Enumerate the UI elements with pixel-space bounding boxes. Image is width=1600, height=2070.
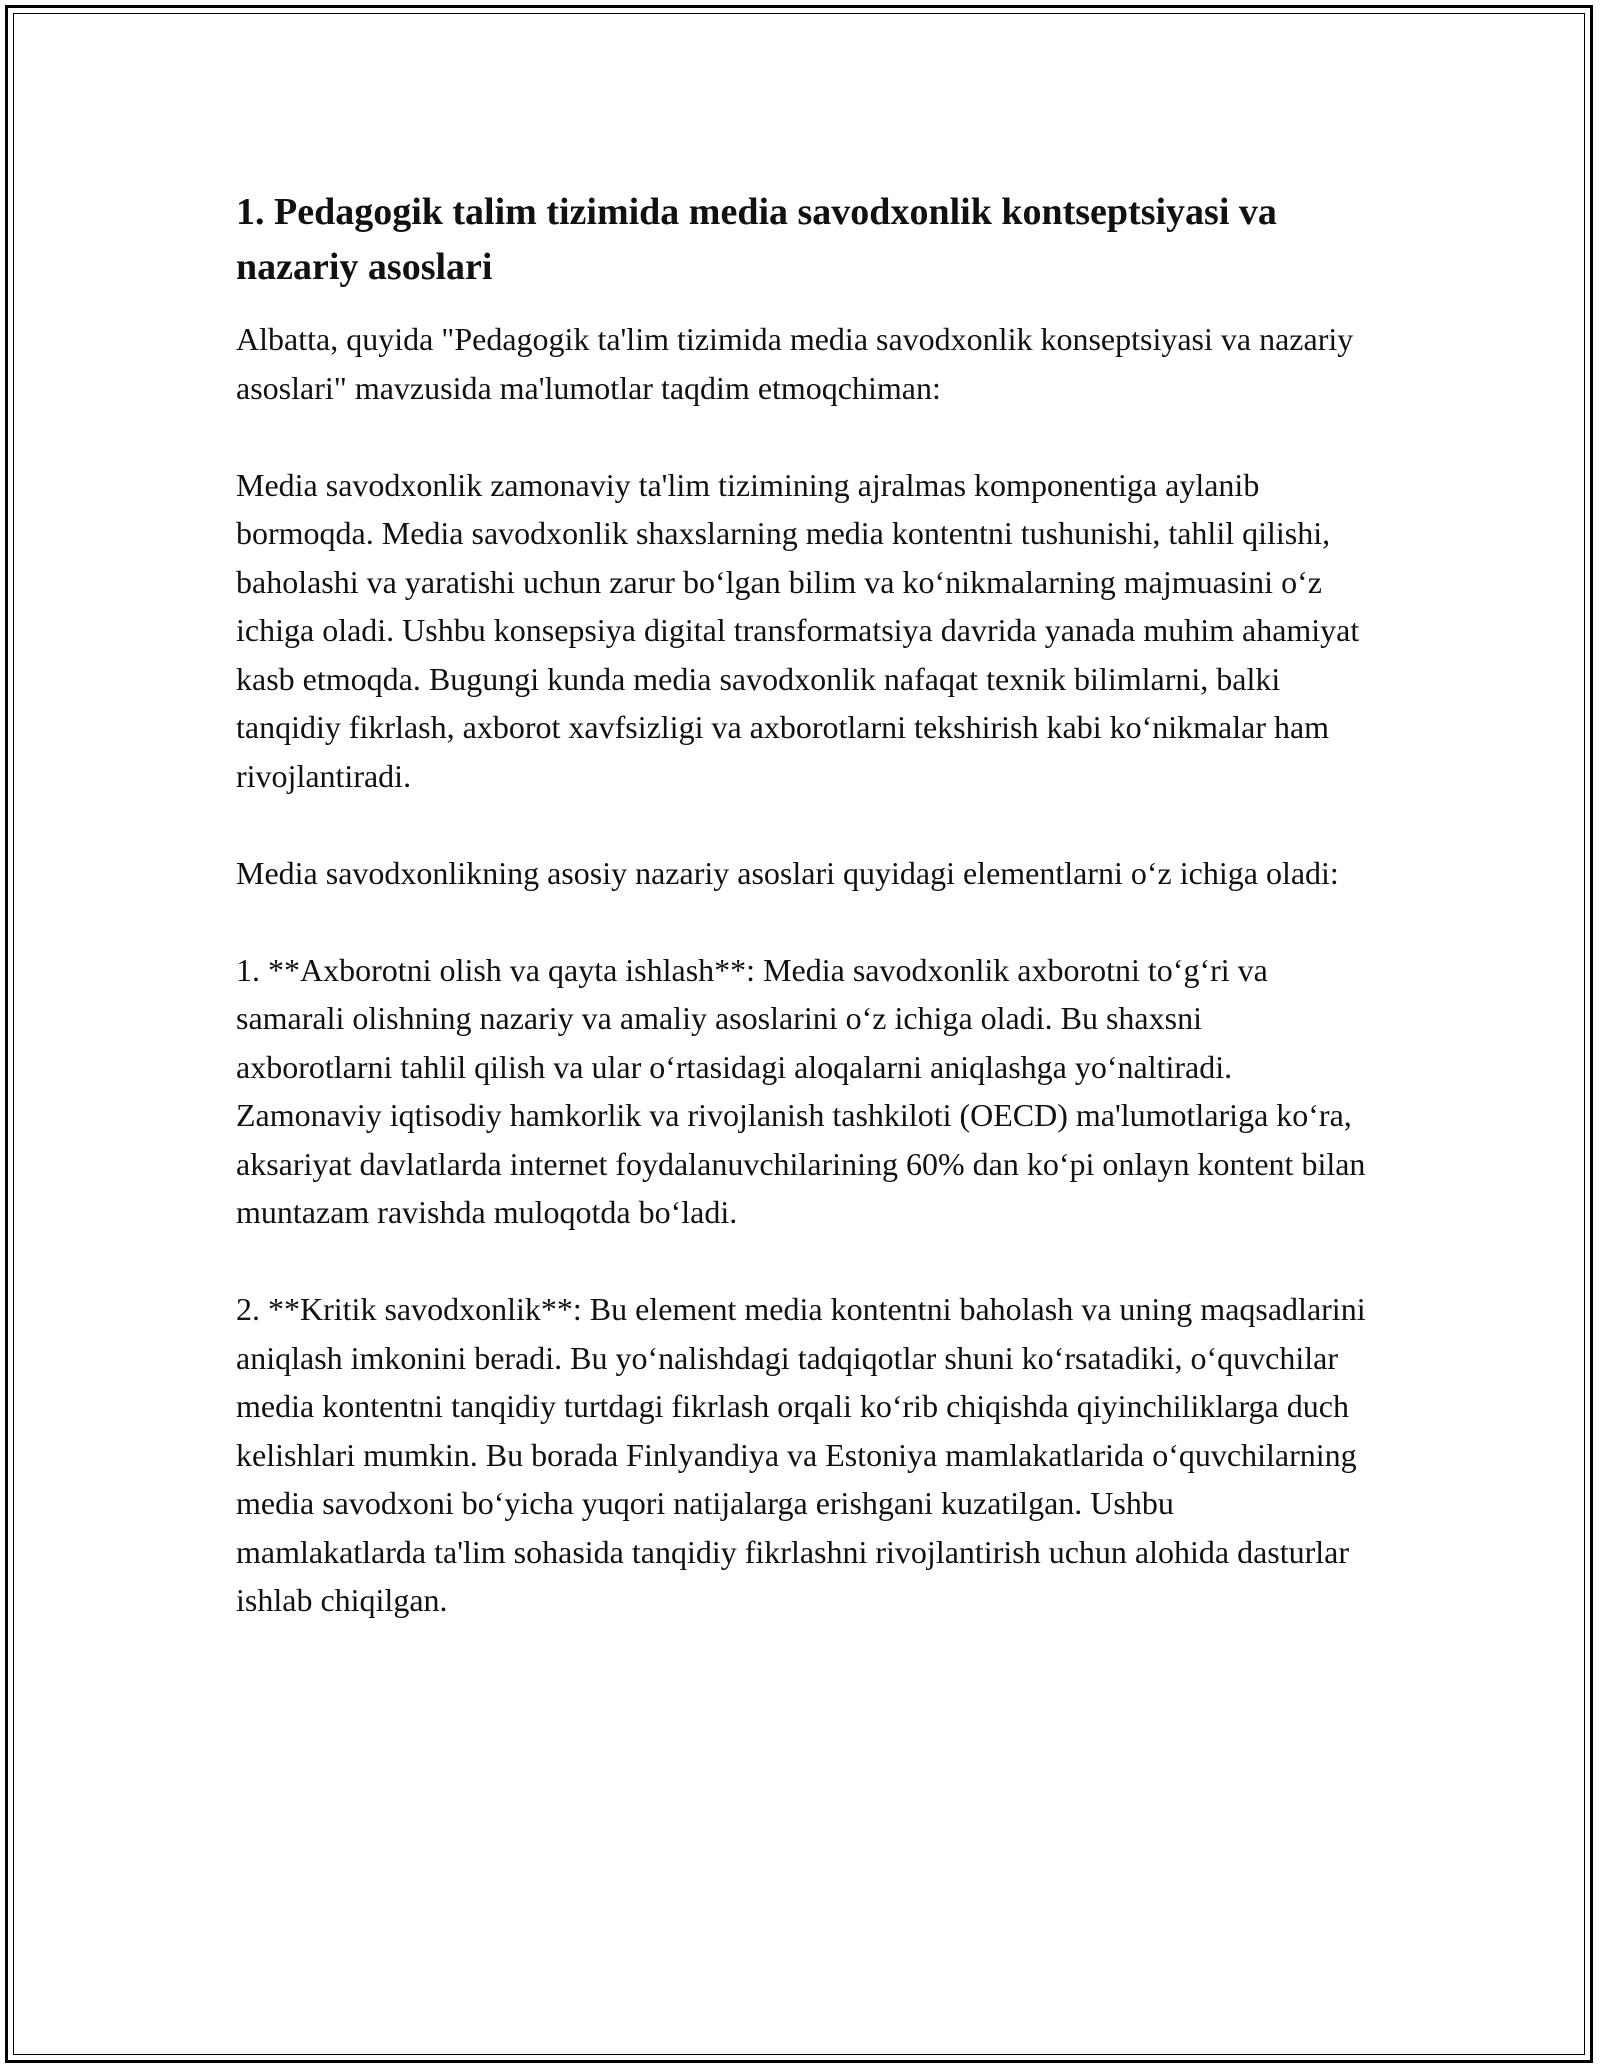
list-item-critical-literacy: 2. **Kritik savodxonlik**: Bu element media kontentni baholash va uning maqsadlarini aniqlash imkonini beradi. Bu yo‘nalishdagi tadqiqotlar shuni ko‘rsatadiki, o‘quvchilar media kontentni tanqidiy turtdagi fikrlash orqali ko‘rib chiqishda qiyinchiliklarga duch kelishlari mumkin. Bu borada Finlyandiya va Estoniya mamlakatlarida o‘quvchilarning media savodxoni bo‘yicha yuqori natijalarga erishgani kuzatilgan. Ushbu mamlakatlarda ta'lim sohasida tanqidiy fikrlashni rivojlantirish uchun alohida dasturlar ishlab chiqilgan. — [236, 1291, 1366, 1618]
elements-intro-paragraph: Media savodxonlikning asosiy nazariy asoslari quyidagi elementlarni o‘z ichiga oladi: — [236, 854, 1339, 891]
list-item-information: 1. **Axborotni olish va qayta ishlash**: Media savodxonlik axborotni to‘g‘ri va samarali olishning nazariy va amaliy asoslarini o‘z ichiga oladi. Bu shaxsni axborotlarni tahlil qilish va ular o‘rtasidagi aloqalarni aniqlashga yo‘naltiradi. Zamonaviy iqtisodiy hamkorlik va rivojlanish tashkiloti (OECD) ma'lumotlariga ko‘ra, aksariyat davlatlarda internet foydalanuvchilarining 60% dan ko‘pi onlayn kontent bilan muntazam ravishda muloqotda bo‘ladi. — [236, 951, 1366, 1230]
document-body — [236, 185, 1366, 1673]
definition-paragraph: Media savodxonlik zamonaviy ta'lim tizimining ajralmas komponentiga aylanib bormoqda. Media savodxonlik shaxslarning media kontentni tushunishi, tahlil qilishi, baholashi va yaratishi uchun zarur bo‘lgan bilim va ko‘nikmalarning majmuasini o‘z ichiga oladi. Ushbu konsepsiya digital transformatsiya davrida yanada muhim ahamiyat kasb etmoqda. Bugungi kunda media savodxonlik nafaqat texnik bilimlarni, balki tanqidiy fikrlash, axborot xavfsizligi va axborotlarni tekshirish kabi ko‘nikmalar ham rivojlantiradi. — [236, 466, 1360, 794]
intro-paragraph: Albatta, quyida "Pedagogik ta'lim tizimida media savodxonlik konseptsiyasi va nazariy asoslari" mavzusida ma'lumotlar taqdim etmoqchiman: — [236, 321, 1354, 406]
document-title: 1. Pedagogik talim tizimida media savodxonlik kontseptsiyasi va nazariy asoslari — [236, 191, 1277, 288]
